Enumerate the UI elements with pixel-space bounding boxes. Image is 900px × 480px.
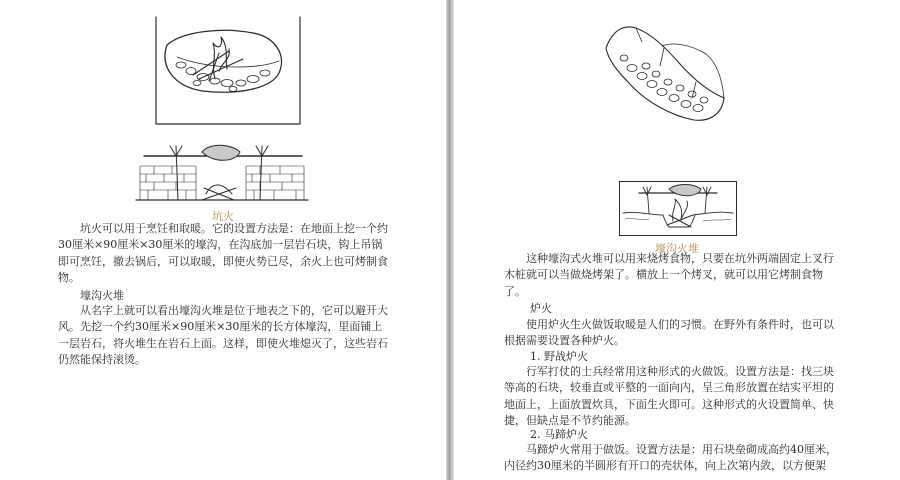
section-heading: 炉火 bbox=[530, 302, 552, 315]
subsection-heading: 2. 马蹄炉火 bbox=[530, 428, 588, 441]
figure-caption: 壕沟火堆 bbox=[655, 242, 699, 255]
paragraph: 这种壕沟式火堆可以用来烧烤食物，只要在坑外两端固定上叉行木桩就可以当做烧烤架了。横放上一个烤叉，就可以用它烤制食物了。 bbox=[504, 252, 834, 298]
subsection-heading: 1. 野战炉火 bbox=[530, 350, 588, 363]
paragraph: 马蹄炉火常用于做饭。设置方法是：用石块垒砌成高约40厘米，内径约30厘米的半圆形有开口的壳状体，向上次第内敛，以方便架 bbox=[504, 443, 837, 473]
pit-fire-illustration bbox=[153, 15, 303, 127]
book-gutter bbox=[446, 0, 454, 480]
section-heading: 壕沟火堆 bbox=[80, 289, 124, 302]
paragraph: 行军打仗的士兵经常用这种形式的火做饭。设置方法是：找三块等高的石块，较垂直或平整的一面向内，呈三角形放置在结实平坦的地面上，上面放置炊具，下面生火即可。这种形式的火设置简单、快捷，但缺点是不节约能源。 bbox=[504, 365, 834, 428]
paragraph: 使用炉火生火做饭取暖是人们的习惯。在野外有条件时，也可以根据需要设置各种炉火。 bbox=[504, 318, 834, 348]
figure-caption: 坑火 bbox=[212, 210, 234, 223]
right-page bbox=[454, 0, 900, 480]
trench-fire-spit-illustration bbox=[619, 181, 737, 236]
trench-stones-illustration bbox=[602, 18, 732, 128]
spit-over-stones-illustration bbox=[136, 142, 308, 204]
paragraph: 从名字上就可以看出壕沟火堆是位于地表之下的，它可以避开大风。先挖一个约30厘米×90厘米×30厘米的长方体壕沟，里面铺上一层岩石，将火堆生在岩石上面。这样，即使火堆熄灭了，这些岩石仍然能保持滚烫。 bbox=[58, 304, 388, 367]
left-page bbox=[0, 0, 446, 480]
paragraph: 坑火可以用于烹饪和取暖。它的设置方法是：在地面上挖一个约30厘米×90厘米×30厘米的壕沟，在沟底加一层岩石块，钩上吊锅即可烹饪，撤去锅后，可以取暖，即使火势已尽，余火上也可烤制食物。 bbox=[58, 222, 388, 285]
